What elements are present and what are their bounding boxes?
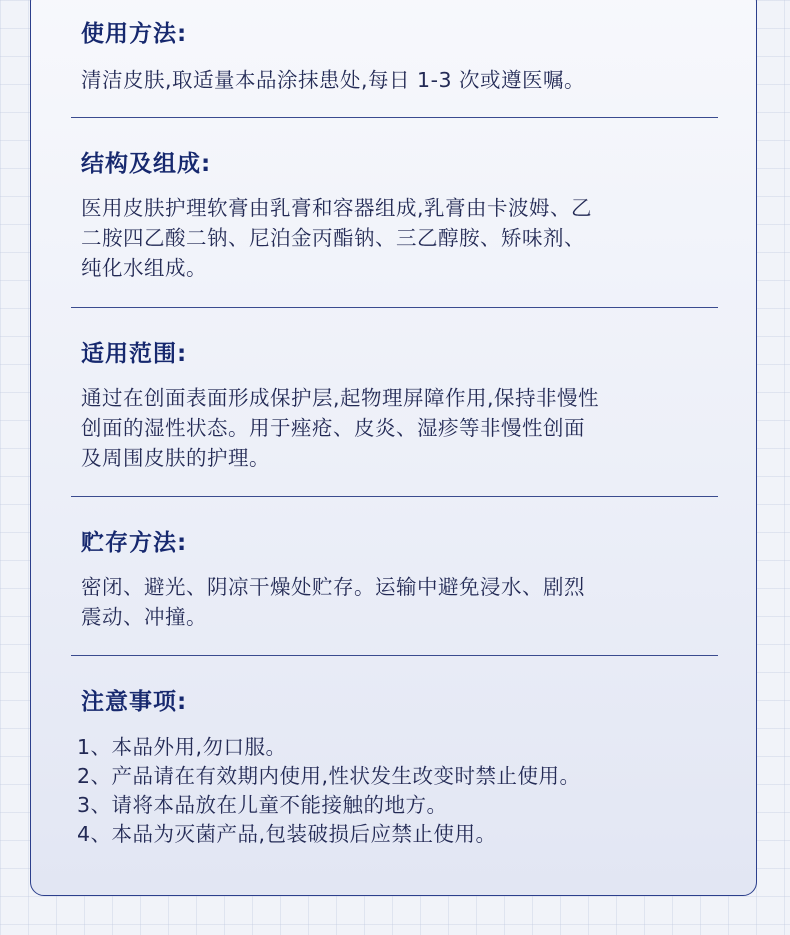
usage-heading: 使用方法: [81, 21, 188, 47]
composition-section [81, 149, 721, 283]
section-divider [71, 117, 718, 118]
scope-heading: 适用范围: [81, 341, 188, 367]
storage-text [81, 572, 721, 632]
scope-line: 创面的湿性状态。用于痤疮、皮炎、湿疹等非慢性创面 [81, 416, 585, 440]
list-item: 2、产品请在有效期内使用,性状发生改变时禁止使用。 [77, 764, 581, 788]
composition-line: 医用皮肤护理软膏由乳膏和容器组成,乳膏由卡波姆、乙 [81, 196, 593, 220]
storage-heading: 贮存方法: [81, 530, 188, 556]
composition-line: 纯化水组成。 [81, 256, 207, 280]
composition-text [81, 193, 721, 283]
storage-section [81, 528, 721, 632]
usage-text: 清洁皮肤,取适量本品涂抹患处,每日 1-3 次或遵医嘱。 [81, 68, 586, 92]
storage-line: 震动、冲撞。 [81, 605, 207, 629]
scope-section [81, 339, 721, 473]
instructions-card [30, 0, 757, 896]
composition-line: 二胺四乙酸二钠、尼泊金丙酯钠、三乙醇胺、矫味剂、 [81, 226, 585, 250]
notes-heading: 注意事项: [81, 689, 188, 715]
notes-list [77, 733, 721, 849]
list-item: 1、本品外用,勿口服。 [77, 735, 287, 759]
notes-section [77, 687, 721, 849]
usage-section [81, 19, 721, 95]
list-item: 4、本品为灭菌产品,包装破损后应禁止使用。 [77, 822, 497, 846]
composition-heading: 结构及组成: [81, 151, 212, 177]
section-divider [71, 307, 718, 308]
scope-line: 通过在创面表面形成保护层,起物理屏障作用,保持非慢性 [81, 386, 600, 410]
scope-text [81, 383, 721, 473]
list-item: 3、请将本品放在儿童不能接触的地方。 [77, 793, 448, 817]
storage-line: 密闭、避光、阴凉干燥处贮存。运输中避免浸水、剧烈 [81, 575, 585, 599]
section-divider [71, 496, 718, 497]
section-divider [71, 655, 718, 656]
scope-line: 及周围皮肤的护理。 [81, 446, 270, 470]
